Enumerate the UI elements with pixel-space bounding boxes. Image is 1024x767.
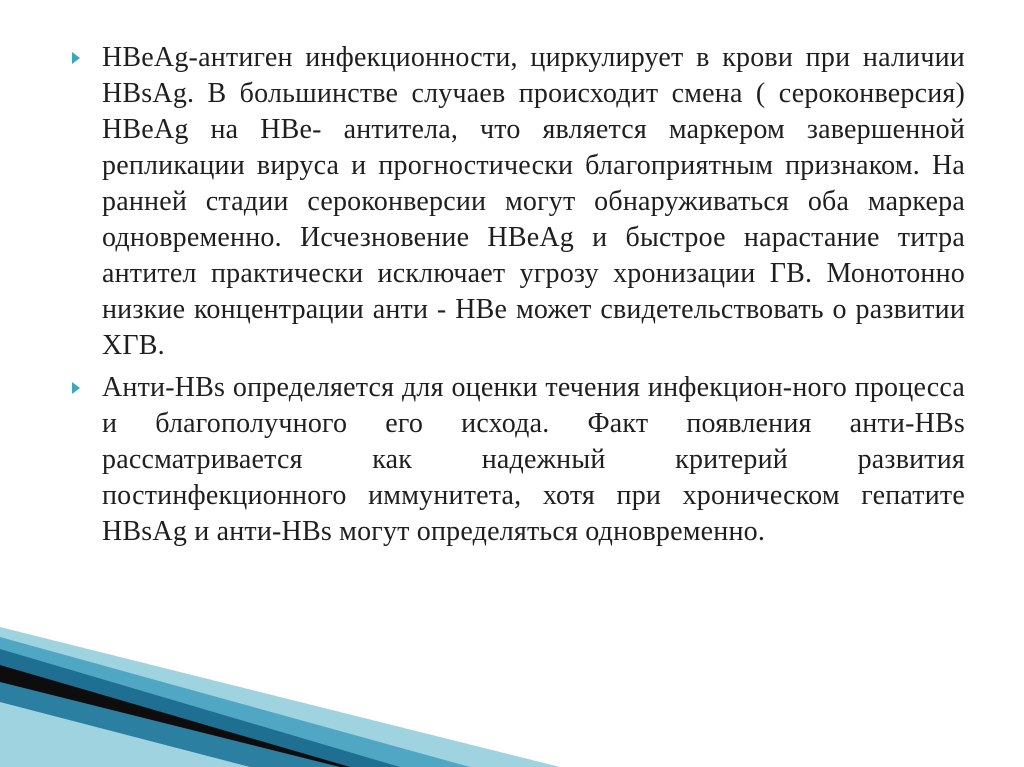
- slide-content: [72, 40, 965, 556]
- black-stripe: [0, 665, 380, 767]
- bullet-text: Анти-HBs определяется для оценки течения инфекцион-ного процесса и благополучного его исхода. Факт появления анти-HBs рассматривается как надежный критерий развития постинфекционного иммунитета, хотя при хроническом гепатите HBsAg и анти-HBs могут определяться одновременно.: [102, 372, 965, 547]
- teal-stripe: [0, 682, 340, 767]
- pale-stripe: [0, 702, 250, 767]
- blue-stripe: [0, 637, 470, 767]
- corner-stripe-decoration: [0, 627, 1024, 767]
- light-blue-stripe: [0, 627, 560, 767]
- bullet-item-hbeag: [72, 40, 965, 364]
- bullet-item-anti-hbs: [72, 370, 965, 550]
- bullet-text: HBeAg-антиген инфекционности, циркулирует в крови при наличии HBsAg. В большинстве случаев происходит смена ( сероконверсия) HBeAg на HBe- антитела, что является маркером завершенной репликации вируса и прогностически благоприятным признаком. На ранней стадии сероконверсии могут обнаруживаться оба маркера одновременно. Исчезновение HBeAg и быстрое нарастание титра антител практически исключает угрозу хронизации ГВ. Монотонно низкие концентрации анти - HBe может свидетельствовать о развитии ХГВ.: [102, 42, 965, 361]
- triangle-bullet-icon: [72, 52, 80, 64]
- triangle-bullet-icon: [72, 382, 80, 394]
- dark-blue-stripe: [0, 649, 400, 767]
